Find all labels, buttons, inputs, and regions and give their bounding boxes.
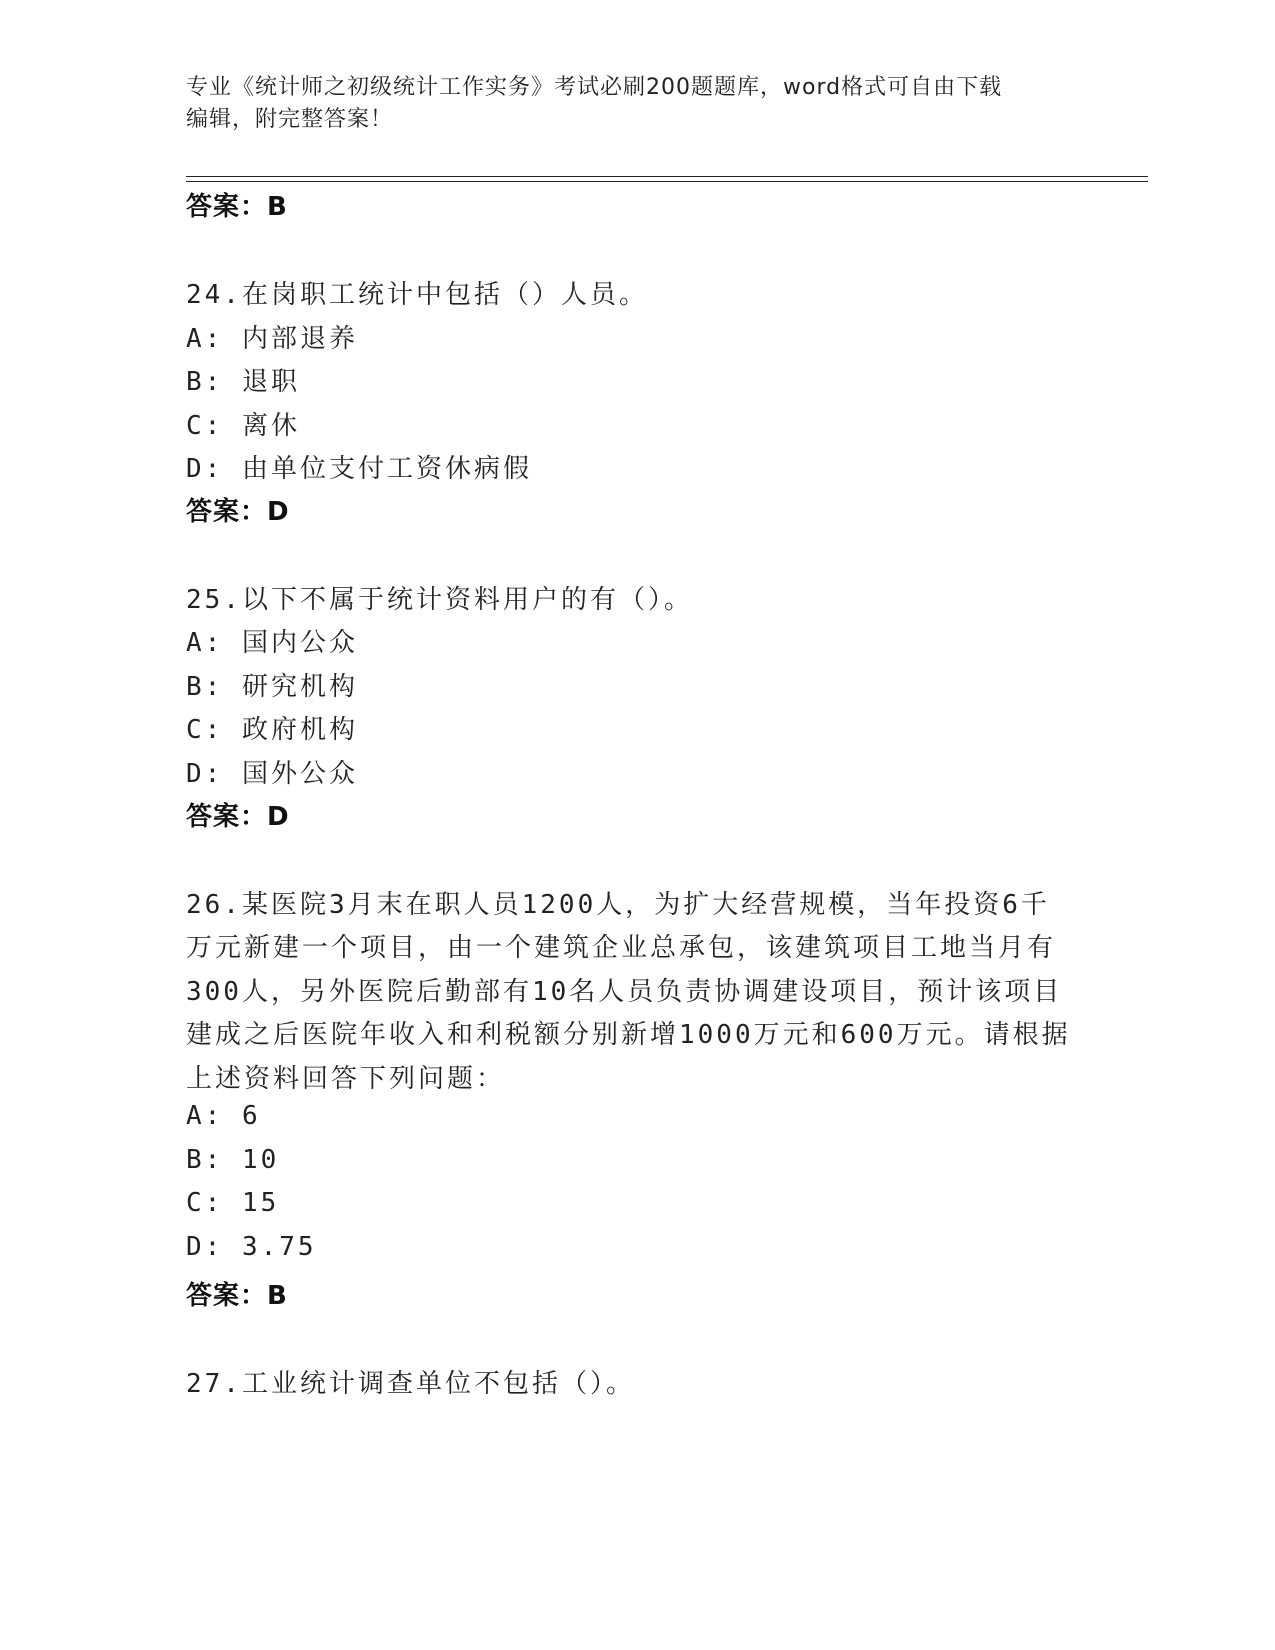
option-c: C: 离休	[186, 411, 300, 441]
header-line-1: 专业《统计师之初级统计工作实务》考试必刷200题题库，word格式可自由下载	[186, 75, 1003, 100]
answer-label: 答案：B	[186, 1281, 288, 1311]
option-c: C: 15	[186, 1188, 280, 1218]
option-b: B: 研究机构	[186, 672, 358, 702]
option-a: A: 内部退养	[186, 324, 358, 354]
option-a: A: 国内公众	[186, 628, 358, 658]
question-stem-line: 万元新建一个项目，由一个建筑企业总承包，该建筑项目工地当月有	[186, 933, 1057, 963]
question-stem: 24.在岗职工统计中包括（）人员。	[186, 280, 648, 310]
answer-label: 答案：D	[186, 497, 290, 527]
option-b: B: 退职	[186, 367, 300, 397]
question-stem-line: 建成之后医院年收入和利税额分别新增1000万元和600万元。请根据	[186, 1020, 1071, 1050]
question-stem: 25.以下不属于统计资料用户的有（）。	[186, 585, 693, 615]
option-c: C: 政府机构	[186, 715, 358, 745]
question-stem: 27.工业统计调查单位不包括（）。	[186, 1369, 635, 1399]
question-stem-line: 26.某医院3月末在职人员1200人，为扩大经营规模，当年投资6千	[186, 890, 1050, 920]
header-divider-top	[186, 176, 1148, 177]
header-line-2: 编辑，附完整答案！	[186, 107, 394, 132]
option-d: D: 由单位支付工资休病假	[186, 454, 532, 484]
answer-label: 答案：B	[186, 192, 288, 222]
option-d: D: 3.75	[186, 1232, 317, 1262]
option-d: D: 国外公众	[186, 759, 358, 789]
option-a: A: 6	[186, 1101, 261, 1131]
answer-label: 答案：D	[186, 802, 290, 832]
option-b: B: 10	[186, 1145, 280, 1175]
document-header	[186, 72, 1066, 136]
question-stem-line: 300人，另外医院后勤部有10名人员负责协调建设项目，预计该项目	[186, 977, 1063, 1007]
header-divider-bottom	[186, 181, 1148, 182]
question-stem-line: 上述资料回答下列问题：	[186, 1064, 506, 1094]
